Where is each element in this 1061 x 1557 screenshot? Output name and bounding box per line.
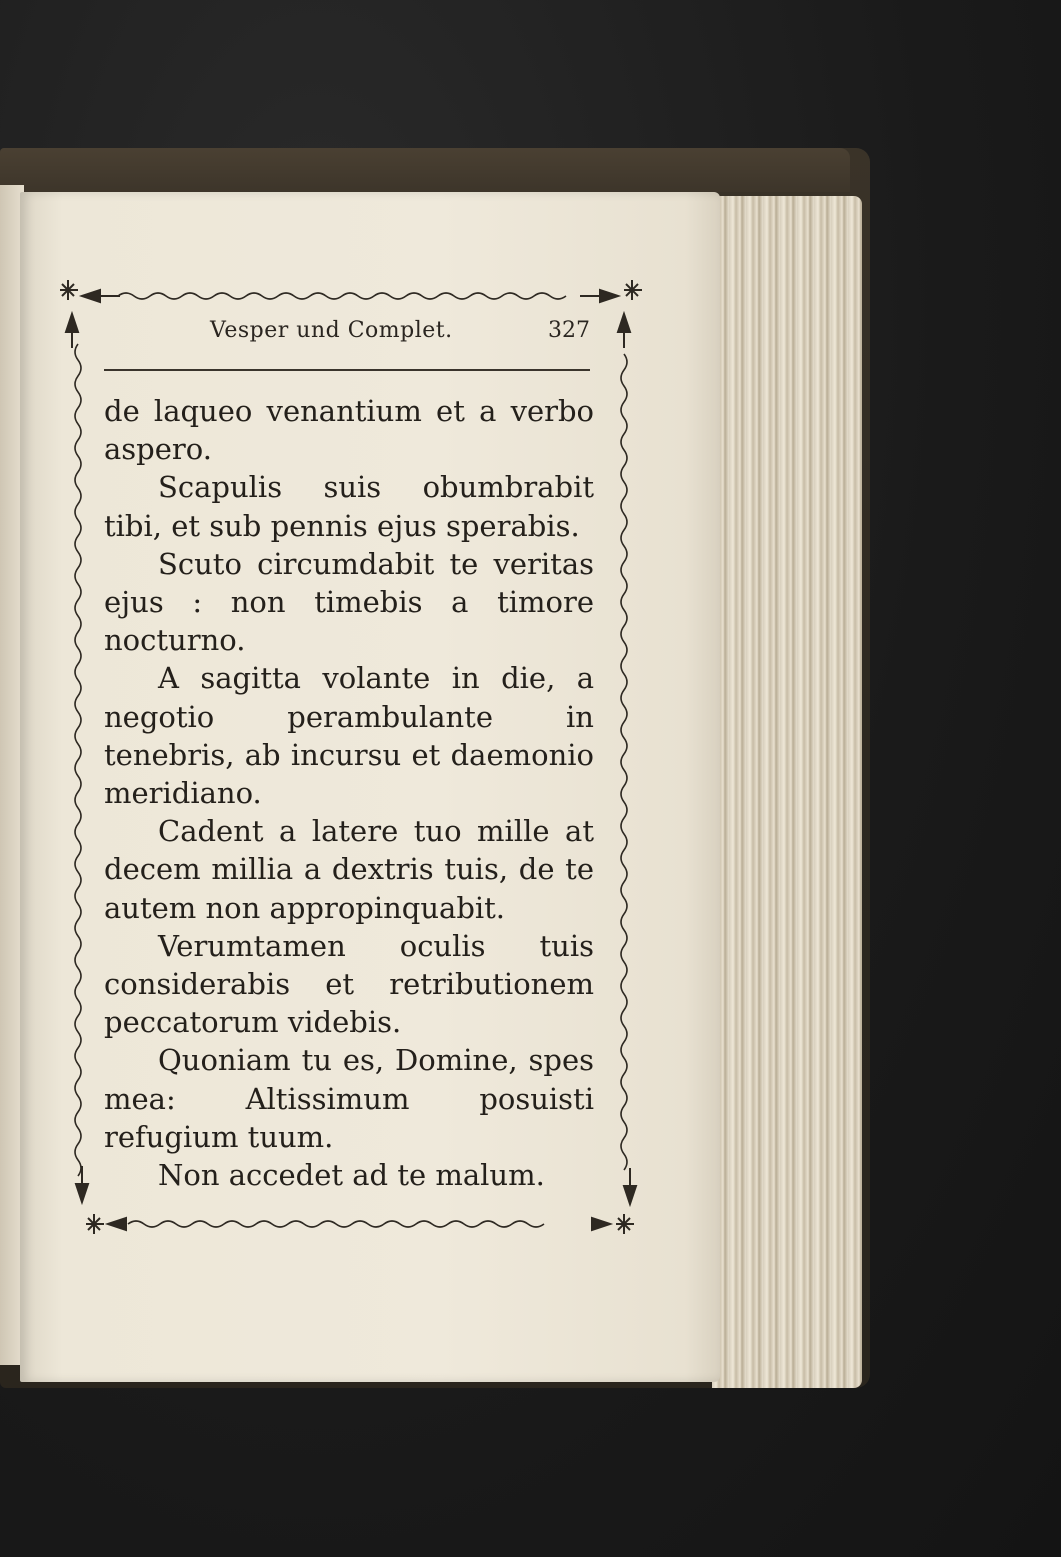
- running-title: Vesper und Complet.: [210, 318, 453, 343]
- page-number: 327: [548, 318, 590, 343]
- paragraph: Verumtamen oculis tuis considerabis et retributionem peccatorum videbis.: [104, 928, 594, 1040]
- header-rule: [104, 369, 590, 371]
- page-stack-edges: [712, 196, 862, 1388]
- paragraph: Quoniam tu es, Domine, spes mea: Altissimum posuisti refugium tuum.: [104, 1043, 594, 1154]
- paragraph: Scapulis suis obumbrabit tibi, et sub pennis ejus sperabis.: [104, 470, 594, 543]
- paragraph: de laqueo venantium et a verbo aspero.: [104, 394, 594, 467]
- body-text: [104, 392, 594, 1194]
- paragraph: A sagitta volante in die, a negotio perambulante in tenebris, ab incursu et daemonio meridiano.: [104, 661, 594, 811]
- paragraph: Scuto circumdabit te veritas ejus : non timebis a timore nocturno.: [104, 546, 594, 658]
- paragraph: Non accedet ad te malum.: [158, 1158, 545, 1193]
- book-binding-top: [0, 148, 850, 192]
- running-head: [210, 318, 590, 358]
- paragraph: Cadent a latere tuo mille at decem millia a dextris tuis, de te autem non appropinquabit.: [104, 814, 594, 925]
- corner-ornament-icon: [592, 1168, 636, 1234]
- corner-ornament-icon: [60, 280, 120, 348]
